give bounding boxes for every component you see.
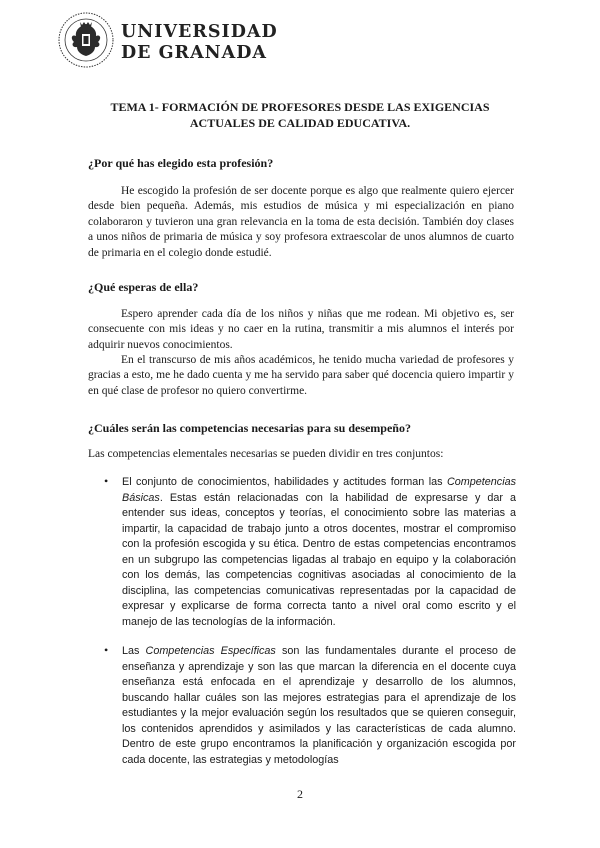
answer-2-paragraph-1: Espero aprender cada día de los niños y niñas que me rodean. Mi objetivo es, ser consecuente con mis ideas y no caer en la rutina, transmitir a mis alumnos el interés por adquirir nuevos conocimientos. (88, 308, 514, 351)
answer-2-paragraph-2: En el transcurso de mis años académicos, he tenido mucha variedad de profesores y gracias a esto, me he dado cuenta y me ha servido para saber qué docencia quiero impartir y en qué clase de profesor no quiero convertirme. (88, 354, 514, 397)
bullet-2-term: Competencias Específicas (145, 645, 276, 657)
page-number: 2 (297, 787, 303, 801)
answer-1-paragraph: He escogido la profesión de ser docente porque es algo que realmente quiero ejercer desde bien pequeña. Además, mis estudios de música y mi especialización en piano colaboraron y tuvieron una gran relevancia en la toma de esta decisión. También doy clases a unos niños de primaria de música y soy profesora extraescolar de unos alumnos de cuarto de primaria en el colegio donde estudié. (88, 185, 514, 259)
bullet-1-term: Competencias Básicas (122, 476, 516, 504)
bullet-1-post: . Estas están relacionadas con la habilidad de expresarse y dar a entender sus ideas, conceptos y teorías, el conocimiento sobre las materias a impartir, la capacidad de trabajo junto a otros docentes, mostrar el compromiso con la profesión escogida y su ética. Dentro de estas competencias encontramos en un subgrupo las competencias ligadas al trabajo en equipo y la colaboración con los demás, las competencias cognitivas asociadas al conocimiento de la disciplina, las competencias comunicativas representadas por la capacidad de expresar y explicarse de forma correcta tanto a nivel oral como escrito y el manejo de las tecnologías de la información. (122, 491, 516, 628)
university-name-line2: DE GRANADA (121, 43, 268, 63)
bullet-1-text (122, 475, 516, 630)
bullet-2-marker: • (104, 643, 109, 657)
question-3: ¿Cuáles serán las competencias necesarias para su desempeño? (88, 421, 411, 435)
bullet-2-pre: Las (122, 645, 146, 657)
university-name-line1: UNIVERSIDAD (121, 22, 278, 42)
answer-3-intro: Las competencias elementales necesarias se pueden dividir en tres conjuntos: (88, 448, 444, 460)
title-line2: ACTUALES DE CALIDAD EDUCATIVA. (189, 116, 411, 130)
bullet-2-text (122, 644, 516, 768)
bullet-1-marker: • (104, 474, 109, 488)
question-2: ¿Qué esperas de ella? (88, 280, 199, 294)
university-seal-icon (58, 12, 114, 68)
question-1: ¿Por qué has elegido esta profesión? (88, 156, 274, 170)
university-name (121, 22, 278, 64)
bullet-1-pre: El conjunto de conocimientos, habilidades y actitudes forman las (122, 476, 447, 488)
bullet-2-post: son las fundamentales durante el proceso de enseñanza y aprendizaje y son las que marcan la diferencia en el docente cuya enseñanza está enfocada en el aprendizaje y desarrollo de los alumnos, buscando hallar cuáles son las mejores estrategias para el aprendizaje de los estudiantes y la mejor evaluación según los resultados que se quieren conseguir, los contenidos aprendidos y asimilados y las características de cada alumno. Dentro de este grupo encontramos la planificación y organización escogida por cada docente, las estrategias y metodologías (122, 645, 516, 766)
title-line1: TEMA 1- FORMACIÓN DE PROFESORES DESDE LAS EXIGENCIAS (110, 100, 490, 114)
page-title (88, 99, 512, 131)
